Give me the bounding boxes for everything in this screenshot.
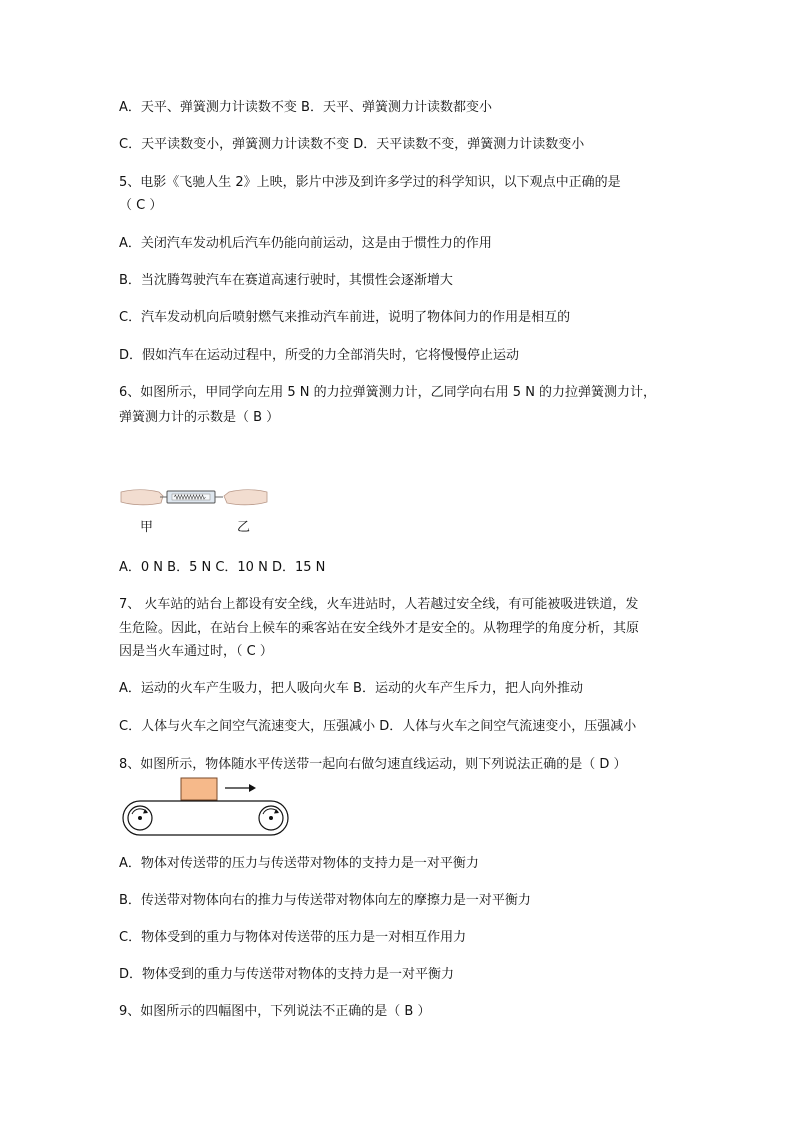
q5-option-d: D．假如汽车在运动过程中，所受的力全部消失时，它将慢慢停止运动 — [119, 348, 520, 363]
q9-stem: 9、如图所示的四幅图中，下列说法不正确的是（ B ） — [119, 1004, 431, 1019]
figure-label-left: 甲 — [140, 520, 154, 535]
q8-option-b: B．传送带对物体向右的推力与传送带对物体向左的摩擦力是一对平衡力 — [119, 893, 531, 908]
left-roller-icon — [128, 806, 152, 830]
figure-label-right: 乙 — [237, 520, 251, 535]
q7-stem-line-3: 因是当火车通过时，（ C ） — [119, 644, 273, 659]
q8-option-a: A．物体对传送带的压力与传送带对物体的支持力是一对平衡力 — [119, 856, 479, 871]
q5-answer: （ C ） — [119, 198, 163, 213]
q7-stem-line-1: 7、 火车站的站台上都设有安全线，火车进站时，人若越过安全线，有可能被吸进铁道，发 — [119, 597, 639, 612]
q6-stem-line-2: 弹簧测力计的示数是（ B ） — [119, 410, 280, 425]
q6-options: A．0 N B．5 N C．10 N D．15 N — [119, 560, 326, 575]
q7-options-ab: A．运动的火车产生吸力，把人吸向火车 B．运动的火车产生斥力，把人向外推动 — [119, 681, 583, 696]
spring-balance-figure — [119, 482, 269, 518]
q7-options-cd: C．人体与火车之间空气流速变大，压强减小 D．人体与火车之间空气流速变小，压强减小 — [119, 719, 637, 734]
right-hand-icon — [224, 490, 267, 505]
spring-balance-icon — [167, 491, 215, 503]
q8-stem: 8、如图所示，物体随水平传送带一起向右做匀速直线运动，则下列说法正确的是（ D ） — [119, 757, 627, 772]
q5-option-c: C．汽车发动机向后喷射燃气来推动汽车前进，说明了物体间力的作用是相互的 — [119, 310, 571, 325]
q4-options-cd: C．天平读数变小，弹簧测力计读数不变 D．天平读数不变，弹簧测力计读数变小 — [119, 137, 585, 152]
q4-options-ab: A．天平、弹簧测力计读数不变 B．天平、弹簧测力计读数都变小 — [119, 100, 492, 115]
q7-stem-line-2: 生危险。因此，在站台上候车的乘客站在安全线外才是安全的。从物理学的角度分析，其原 — [119, 621, 640, 636]
q6-stem-line-1: 6、如图所示，甲同学向左用 5 N 的力拉弹簧测力计，乙同学向右用 5 N 的力拉弹簧测力计， — [119, 385, 657, 400]
left-hand-icon — [121, 490, 163, 505]
q5-option-b: B．当沈腾驾驶汽车在赛道高速行驶时，其惯性会逐渐增大 — [119, 273, 453, 288]
q5-stem: 5、电影《飞驰人生 2》上映，影片中涉及到许多学过的科学知识，以下观点中正确的是 — [119, 175, 621, 190]
q8-option-c: C．物体受到的重力与物体对传送带的压力是一对相互作用力 — [119, 930, 467, 945]
arrow-right-icon — [225, 784, 256, 792]
q8-option-d: D．物体受到的重力与传送带对物体的支持力是一对平衡力 — [119, 967, 455, 982]
cargo-box — [181, 778, 217, 800]
right-roller-icon — [259, 806, 283, 830]
conveyor-belt-figure — [119, 777, 294, 837]
q5-option-a: A．关闭汽车发动机后汽车仍能向前运动，这是由于惯性力的作用 — [119, 236, 492, 251]
